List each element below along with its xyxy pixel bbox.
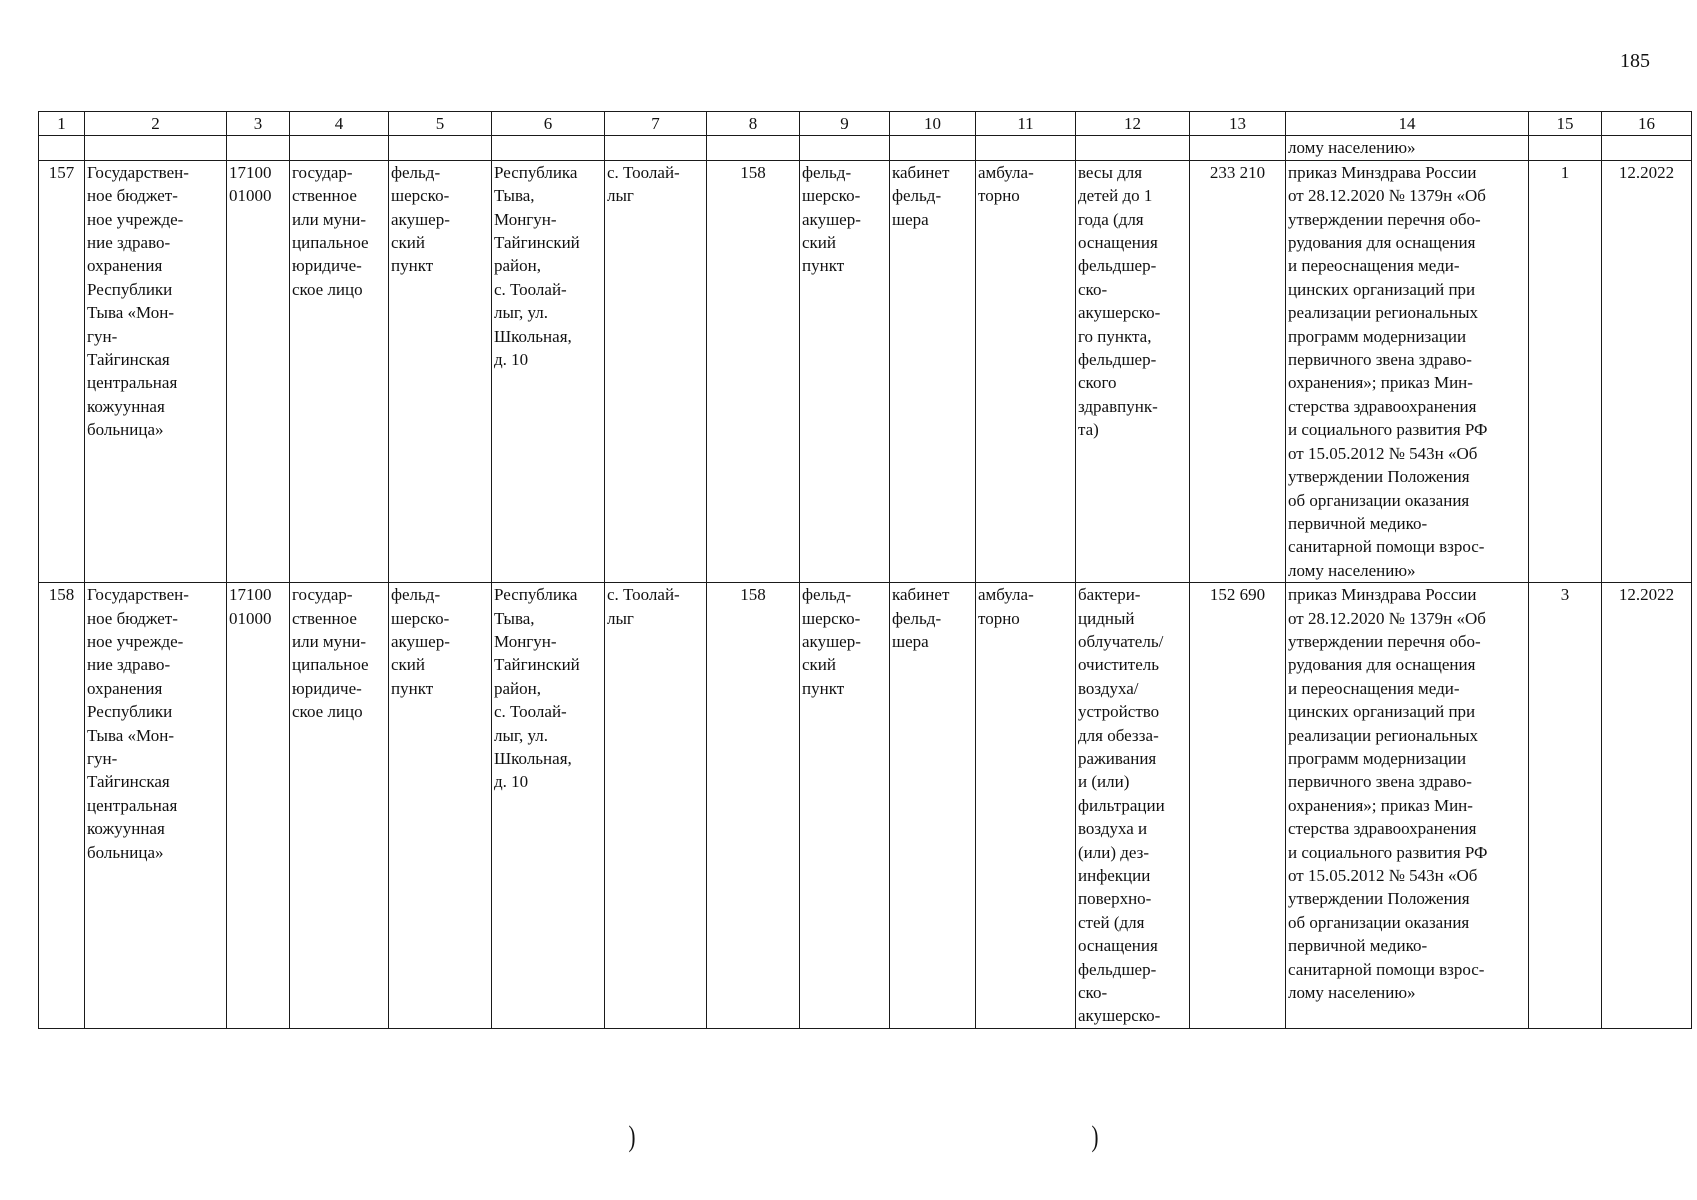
legal-basis: приказ Минздрава России от 28.12.2020 № 1379н «Об утверждении перечня обо- рудования для оснащения и переоснащения меди- цинских организаций при реализации региональных программ модернизации первичного звена здраво- охранения»; приказ Мин- стерства здравоохранения и социального развития РФ от 15.05.2012 № 543н «Об утверждении Положения об организации оказания первичной медико- санитарной помощи взрос- лому населению» [1286, 160, 1529, 582]
column-number: 8 [707, 112, 800, 136]
equipment: бактери- цидный облучатель/ очиститель воздуха/ устройство для обезза- раживания и (или) фильтрации воздуха и (или) дез- инфекции поверхно- стей (для оснащения фельдшер- ско- акушерско- [1076, 583, 1190, 1029]
continuation-text: лому населению» [1286, 136, 1529, 160]
unit-type: фельд- шерско- акушер- ский пункт [389, 160, 492, 582]
row-number: 157 [39, 160, 85, 582]
legal-form: государ- ственное или муни- ципальное юридиче- ское лицо [290, 160, 389, 582]
organization-name: Государствен- ное бюджет- ное учрежде- ние здраво- охранения Республики Тыва «Мон- гун- Тайгинская центральная кожуунная больница» [85, 160, 227, 582]
legal-form: государ- ственное или муни- ципальное юридиче- ское лицо [290, 583, 389, 1029]
column-number: 5 [389, 112, 492, 136]
row-number: 158 [39, 583, 85, 1029]
unit-type: фельд- шерско- акушер- ский пункт [389, 583, 492, 1029]
table-row [39, 160, 1692, 582]
care-mode: амбула- торно [976, 160, 1076, 582]
room: кабинет фельд- шера [890, 160, 976, 582]
organization-name: Государствен- ное бюджет- ное учрежде- ние здраво- охранения Республики Тыва «Мон- гун- Тайгинская центральная кожуунная больница» [85, 583, 227, 1029]
margin-mark: ) [628, 1120, 636, 1153]
locality: с. Тоолай- лыг [605, 160, 707, 582]
legal-basis: приказ Минздрава России от 28.12.2020 № 1379н «Об утверждении перечня обо- рудования для оснащения и переоснащения меди- цинских организаций при реализации региональных программ модернизации первичного звена здраво- охранения»; приказ Мин- стерства здравоохранения и социального развития РФ от 15.05.2012 № 543н «Об утверждении Положения об организации оказания первичной медико- санитарной помощи взрос- лому населению» [1286, 583, 1529, 1029]
quantity: 158 [707, 160, 800, 582]
unit: фельд- шерско- акушер- ский пункт [800, 160, 890, 582]
column-number: 11 [976, 112, 1076, 136]
amount: 233 210 [1190, 160, 1286, 582]
date: 12.2022 [1602, 160, 1692, 582]
count: 3 [1529, 583, 1602, 1029]
column-number: 16 [1602, 112, 1692, 136]
equipment: весы для детей до 1 года (для оснащения фельдшер- ско- акушерско- го пункта, фельдшер- ского здравпунк- та) [1076, 160, 1190, 582]
column-number: 1 [39, 112, 85, 136]
table-row [39, 583, 1692, 1029]
column-number: 3 [227, 112, 290, 136]
care-mode: амбула- торно [976, 583, 1076, 1029]
locality: с. Тоолай- лыг [605, 583, 707, 1029]
column-number: 4 [290, 112, 389, 136]
organization-code: 17100 01000 [227, 160, 290, 582]
margin-mark: ) [1091, 1120, 1099, 1153]
column-number: 2 [85, 112, 227, 136]
page-number: 185 [1620, 50, 1650, 72]
unit: фельд- шерско- акушер- ский пункт [800, 583, 890, 1029]
column-number: 7 [605, 112, 707, 136]
amount: 152 690 [1190, 583, 1286, 1029]
column-number: 10 [890, 112, 976, 136]
room: кабинет фельд- шера [890, 583, 976, 1029]
count: 1 [1529, 160, 1602, 582]
quantity: 158 [707, 583, 800, 1029]
continuation-row [39, 136, 1692, 160]
address: Республика Тыва, Монгун- Тайгинский район, с. Тоолай- лыг, ул. Школьная, д. 10 [492, 160, 605, 582]
column-number: 14 [1286, 112, 1529, 136]
column-number: 12 [1076, 112, 1190, 136]
column-number-row [39, 112, 1692, 136]
organization-code: 17100 01000 [227, 583, 290, 1029]
column-number: 6 [492, 112, 605, 136]
register-table [38, 111, 1692, 1029]
column-number: 9 [800, 112, 890, 136]
column-number: 15 [1529, 112, 1602, 136]
column-number: 13 [1190, 112, 1286, 136]
address: Республика Тыва, Монгун- Тайгинский район, с. Тоолай- лыг, ул. Школьная, д. 10 [492, 583, 605, 1029]
date: 12.2022 [1602, 583, 1692, 1029]
